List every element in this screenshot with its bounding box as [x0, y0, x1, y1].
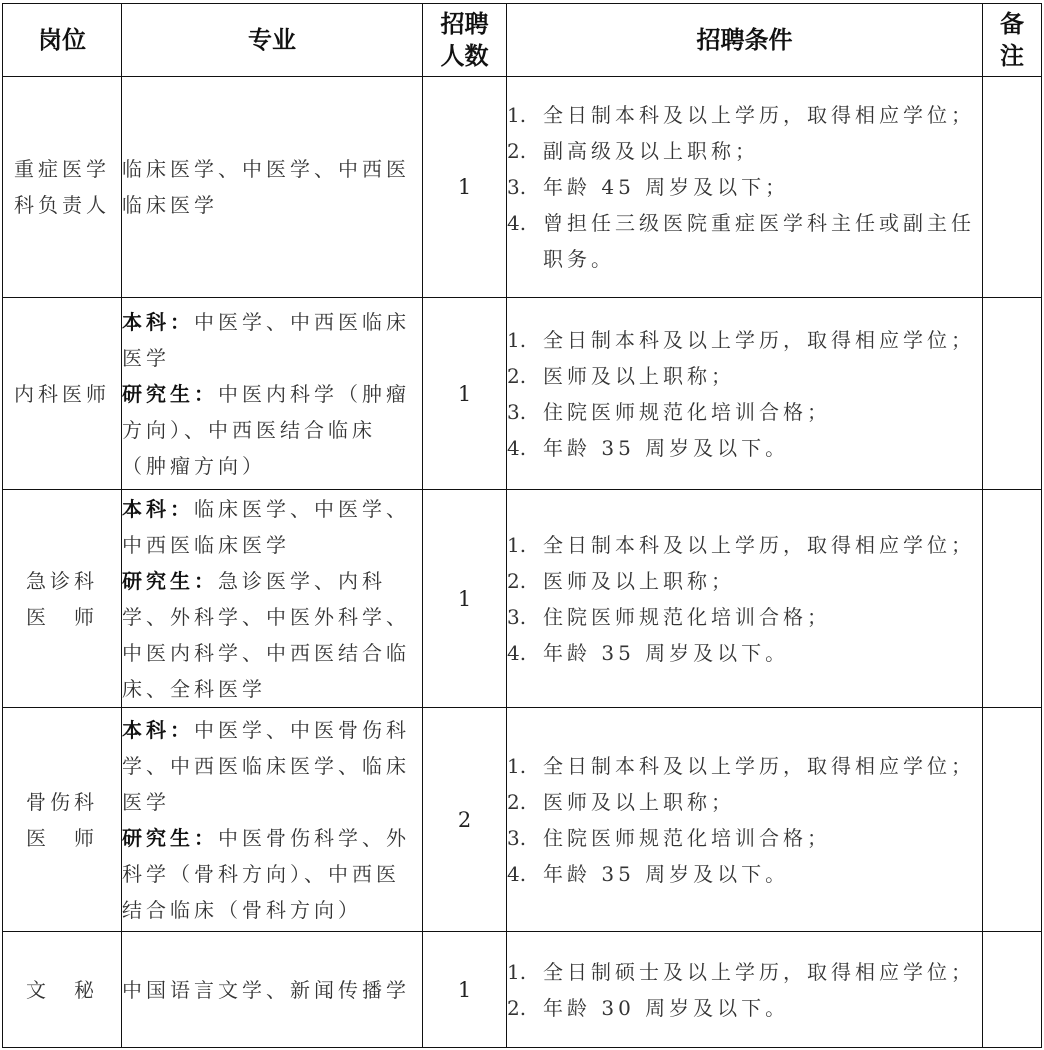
major-cell: [122, 708, 423, 932]
condition-item: [507, 599, 982, 635]
condition-item: [507, 394, 982, 430]
condition-text: 年龄 35 周岁及以下。: [543, 640, 790, 665]
position-text: 科负责人: [14, 193, 110, 217]
condition-number: 1.: [507, 532, 527, 557]
condition-item: [507, 527, 982, 563]
remarks-cell: [983, 932, 1042, 1048]
condition-number: 4.: [507, 211, 527, 235]
header-remarks-line1: 备: [1000, 10, 1024, 38]
condition-number: 3.: [507, 825, 527, 850]
position-cell: [3, 932, 122, 1048]
condition-text: 全日制本科及以上学历，取得相应学位；: [543, 532, 975, 557]
position-cell: [3, 708, 122, 932]
major-text: 中医内科学（肿瘤方向）、中西医结合临床（肿瘤方向）: [122, 381, 410, 478]
condition-item: [507, 784, 982, 820]
condition-item: [507, 169, 982, 205]
condition-number: 4.: [507, 861, 527, 886]
condition-item: [507, 856, 982, 892]
major-label: 本科：: [122, 496, 194, 521]
condition-text: 曾担任三级医院重症医学科主任或副主任职务。: [543, 211, 975, 271]
header-remarks: [983, 4, 1042, 77]
condition-number: 4.: [507, 640, 527, 665]
condition-text: 医师及以上职称；: [543, 568, 735, 593]
condition-item: [507, 820, 982, 856]
condition-number: 2.: [507, 789, 527, 814]
condition-text: 医师及以上职称；: [543, 363, 735, 388]
count-cell: 2: [423, 708, 507, 932]
condition-item: [507, 97, 982, 133]
major-entry: [122, 972, 422, 1008]
condition-number: 1.: [507, 103, 527, 127]
condition-number: 4.: [507, 435, 527, 460]
major-cell: [122, 490, 423, 708]
condition-number: 1.: [507, 959, 527, 984]
major-entry: [122, 712, 422, 820]
position-text: 重症医学: [14, 157, 110, 181]
header-conditions: 招聘条件: [507, 4, 983, 77]
condition-item: [507, 563, 982, 599]
condition-text: 医师及以上职称；: [543, 789, 735, 814]
major-entry: [122, 151, 422, 223]
table-row: [3, 932, 1042, 1048]
condition-item: [507, 358, 982, 394]
recruitment-table: [2, 3, 1042, 1048]
position-cell: [3, 298, 122, 490]
condition-text: 全日制本科及以上学历，取得相应学位；: [543, 327, 975, 352]
condition-item: [507, 133, 982, 169]
condition-number: 2.: [507, 363, 527, 388]
condition-text: 年龄 45 周岁及以下；: [543, 175, 790, 199]
condition-item: [507, 322, 982, 358]
major-entry: [122, 491, 422, 563]
conditions-cell: [507, 298, 983, 490]
remarks-cell: [983, 708, 1042, 932]
table-row: [3, 77, 1042, 298]
count-cell: 1: [423, 298, 507, 490]
count-cell: 1: [423, 932, 507, 1048]
condition-number: 2.: [507, 568, 527, 593]
major-text: 临床医学、中医学、中西医临床医学: [122, 496, 410, 557]
major-cell: [122, 298, 423, 490]
major-entry: [122, 376, 422, 484]
condition-text: 年龄 35 周岁及以下。: [543, 861, 790, 886]
count-cell: 1: [423, 77, 507, 298]
header-row: [3, 4, 1042, 77]
condition-number: 1.: [507, 327, 527, 352]
header-count: [423, 4, 507, 77]
conditions-cell: [507, 490, 983, 708]
position-cell: [3, 77, 122, 298]
condition-item: [507, 990, 982, 1026]
condition-text: 住院医师规范化培训合格；: [543, 825, 831, 850]
condition-text: 住院医师规范化培训合格；: [543, 399, 831, 424]
position-text: 骨伤科: [26, 789, 98, 814]
major-label: 本科：: [122, 309, 194, 334]
condition-number: 3.: [507, 604, 527, 629]
header-count-line2: 人数: [440, 42, 489, 70]
major-text: 急诊医学、内科学、外科学、中医外科学、中医内科学、中西医结合临床、全科医学: [122, 568, 410, 701]
major-entry: [122, 304, 422, 376]
count-cell: 1: [423, 490, 507, 708]
header-remarks-line2: 注: [1000, 42, 1024, 70]
major-cell: [122, 932, 423, 1048]
condition-item: [507, 954, 982, 990]
major-label: 研究生：: [122, 568, 218, 593]
major-label: 本科：: [122, 717, 194, 742]
major-entry: [122, 563, 422, 707]
major-label: 研究生：: [122, 825, 218, 850]
position-text: 内科医师: [14, 381, 110, 406]
condition-text: 全日制本科及以上学历，取得相应学位；: [543, 103, 975, 127]
condition-text: 年龄 35 周岁及以下。: [543, 435, 790, 460]
position-text: 医 师: [26, 825, 98, 850]
position-text: 医 师: [26, 604, 98, 629]
major-label: 研究生：: [122, 381, 218, 406]
header-position: 岗位: [3, 4, 122, 77]
major-text: 中医学、中医骨伤科学、中西医临床医学、临床医学: [122, 717, 410, 814]
condition-number: 2.: [507, 139, 527, 163]
major-cell: [122, 77, 423, 298]
position-cell: [3, 490, 122, 708]
condition-item: [507, 205, 982, 277]
conditions-cell: [507, 77, 983, 298]
condition-text: 全日制硕士及以上学历，取得相应学位；: [543, 959, 975, 984]
remarks-cell: [983, 490, 1042, 708]
conditions-cell: [507, 708, 983, 932]
position-text: 急诊科: [26, 568, 98, 593]
condition-item: [507, 635, 982, 671]
major-entry: [122, 820, 422, 928]
table-row: [3, 490, 1042, 708]
condition-item: [507, 430, 982, 466]
major-text: 临床医学、中医学、中西医临床医学: [122, 157, 410, 217]
remarks-cell: [983, 77, 1042, 298]
condition-text: 全日制本科及以上学历，取得相应学位；: [543, 753, 975, 778]
condition-number: 3.: [507, 175, 527, 199]
condition-text: 住院医师规范化培训合格；: [543, 604, 831, 629]
condition-text: 年龄 30 周岁及以下。: [543, 995, 790, 1020]
condition-number: 2.: [507, 995, 527, 1020]
major-text: 中国语言文学、新闻传播学: [122, 977, 410, 1002]
table-row: [3, 708, 1042, 932]
major-text: 中医骨伤科学、外科学（骨科方向）、中西医结合临床（骨科方向）: [122, 825, 410, 922]
conditions-cell: [507, 932, 983, 1048]
major-text: 中医学、中西医临床医学: [122, 309, 410, 370]
table-row: [3, 298, 1042, 490]
condition-number: 3.: [507, 399, 527, 424]
header-count-line1: 招聘: [440, 10, 489, 38]
condition-item: [507, 748, 982, 784]
position-text: 文 秘: [26, 977, 98, 1002]
remarks-cell: [983, 298, 1042, 490]
condition-number: 1.: [507, 753, 527, 778]
condition-text: 副高级及以上职称；: [543, 139, 759, 163]
header-major: 专业: [122, 4, 423, 77]
